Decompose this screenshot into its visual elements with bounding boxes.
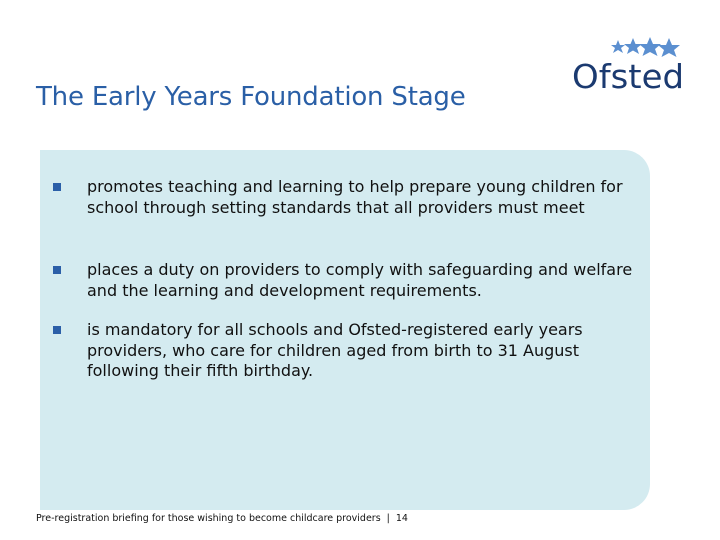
footer-separator: |	[386, 513, 390, 524]
ofsted-logo	[570, 36, 688, 94]
logo-text: Ofsted	[572, 57, 684, 94]
bullet-text: promotes teaching and learning to help prepare young children for school through setting standards that all providers must meet	[87, 177, 623, 217]
bullet-text: places a duty on providers to comply with safeguarding and welfare and the learning and development requirements.	[87, 260, 633, 300]
bullet-square-icon	[53, 183, 61, 191]
logo-stars-icon	[611, 37, 680, 57]
footer	[36, 513, 408, 524]
bullet-square-icon	[53, 266, 61, 274]
slide-title: The Early Years Foundation Stage	[36, 82, 466, 112]
bullet-text: is mandatory for all schools and Ofsted-registered early years providers, who care for children aged from birth to 31 August following their fifth birthday.	[87, 320, 583, 380]
bullet-square-icon	[53, 326, 61, 334]
page-number: 14	[395, 513, 408, 524]
footer-text: Pre-registration briefing for those wishing to become childcare providers	[36, 513, 381, 524]
